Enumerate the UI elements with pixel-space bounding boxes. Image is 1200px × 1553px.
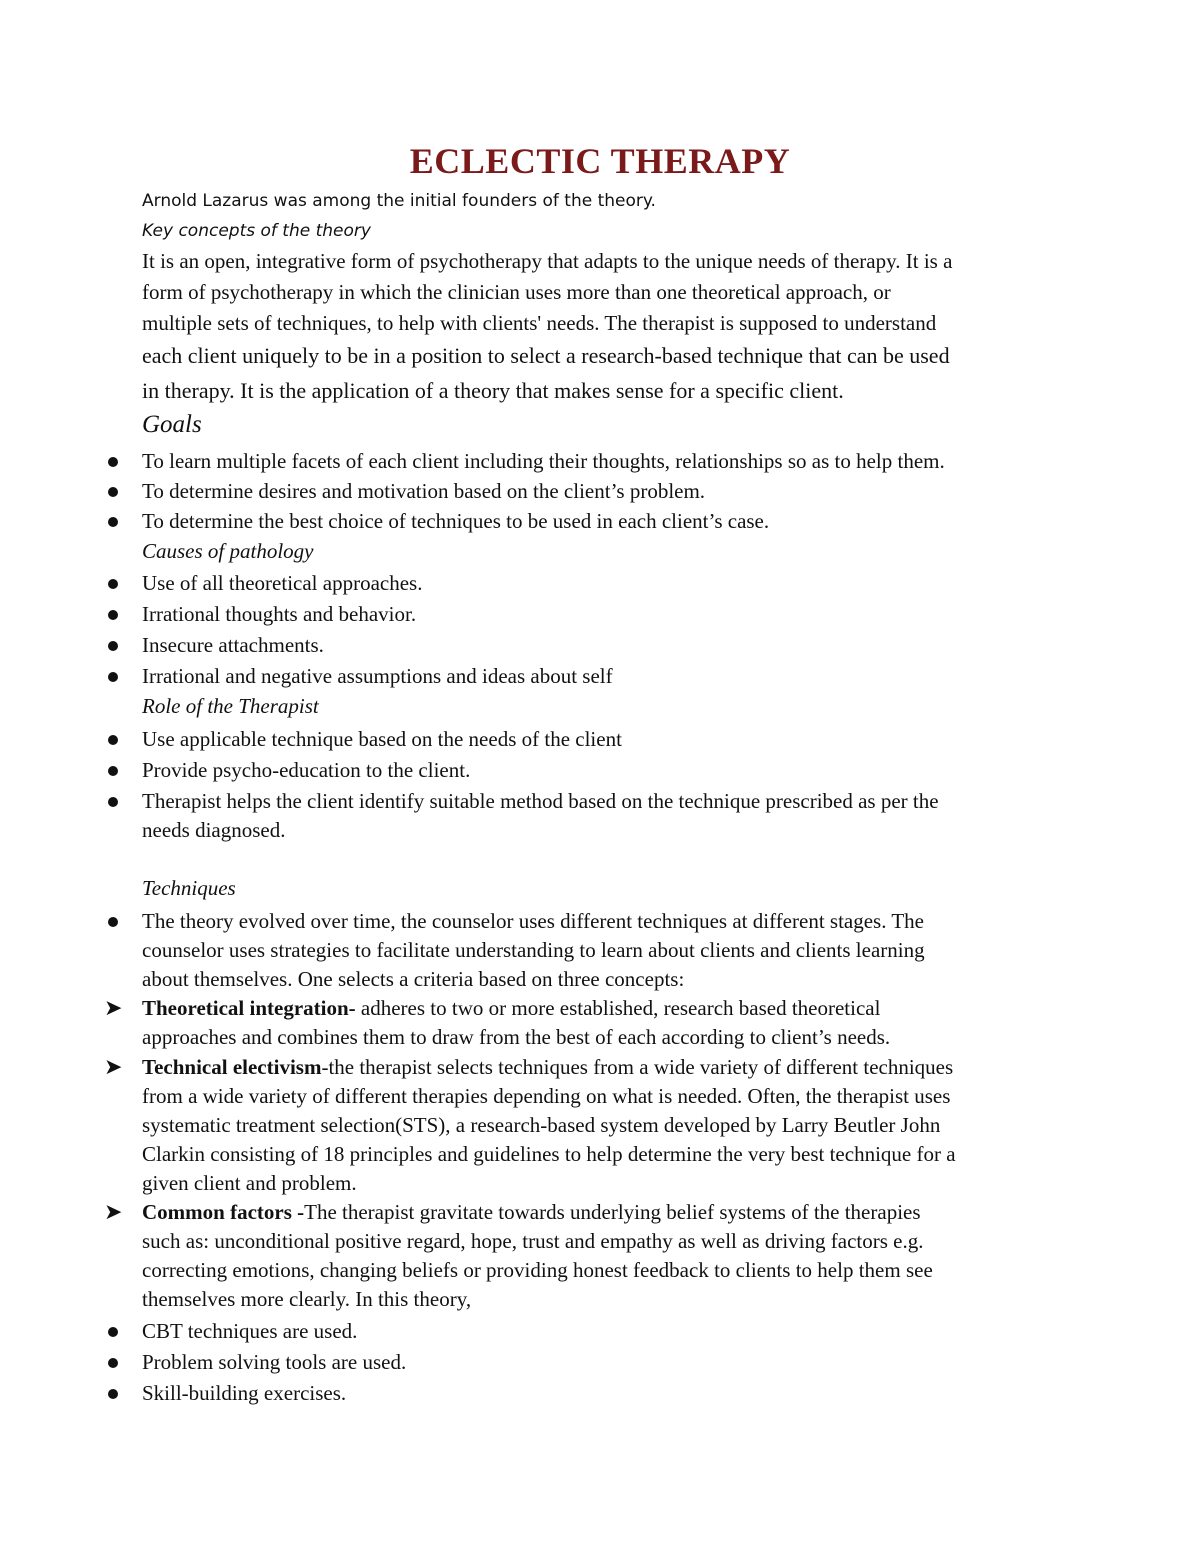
goal-item: To learn multiple facets of each client including their thoughts, relationships so as to help them. xyxy=(142,449,945,473)
bullet-icon xyxy=(108,1327,118,1337)
concept-line xyxy=(142,1055,953,1080)
final-bullet-item: Skill-building exercises. xyxy=(142,1381,347,1405)
concept-text: -the therapist selects techniques from a wide variety of different techniques xyxy=(321,1055,954,1079)
final-bullet-item: CBT techniques are used. xyxy=(142,1319,358,1343)
key-concepts-line: in therapy. It is the application of a theory that makes sense for a specific client. xyxy=(142,378,844,403)
goal-item: To determine the best choice of techniques to be used in each client’s case. xyxy=(142,509,770,533)
techniques-intro-line: counselor uses strategies to facilitate understanding to learn about clients and clients learning xyxy=(142,938,925,962)
bullet-icon xyxy=(108,610,118,620)
role-item: Therapist helps the client identify suitable method based on the technique prescribed as per the xyxy=(142,789,939,813)
role-item: Provide psycho-education to the client. xyxy=(142,758,471,782)
concept-line: correcting emotions, changing beliefs or providing honest feedback to clients to help them see xyxy=(142,1258,933,1282)
concept-line: approaches and combines them to draw from the best of each according to client’s needs. xyxy=(142,1025,891,1049)
bullet-icon xyxy=(108,766,118,776)
bullet-icon xyxy=(108,672,118,682)
arrow-bullet-icon: ➤ xyxy=(104,1055,123,1080)
bullet-icon xyxy=(108,457,118,467)
bullet-icon xyxy=(108,917,118,927)
techniques-intro-line: about themselves. One selects a criteria based on three concepts: xyxy=(142,967,685,991)
document-title: ECLECTIC THERAPY xyxy=(409,141,791,181)
bullet-icon xyxy=(108,487,118,497)
key-concepts-line: each client uniquely to be in a position to select a research-based technique that can be used xyxy=(142,343,950,368)
concept-line: given client and problem. xyxy=(142,1171,357,1195)
cause-item: Insecure attachments. xyxy=(142,633,324,657)
key-concepts-line: multiple sets of techniques, to help with clients' needs. The therapist is supposed to understand xyxy=(142,311,937,335)
goals-heading: Goals xyxy=(142,411,202,438)
bullet-icon xyxy=(108,797,118,807)
concept-line: Clarkin consisting of 18 principles and guidelines to help determine the very best technique for a xyxy=(142,1142,956,1166)
role-heading: Role of the Therapist xyxy=(142,694,319,718)
bullet-icon xyxy=(108,735,118,745)
bullet-icon xyxy=(108,1358,118,1368)
concept-term: Theoretical integration- xyxy=(142,996,356,1020)
bullet-icon xyxy=(108,1389,118,1399)
goal-item: To determine desires and motivation based on the client’s problem. xyxy=(142,479,706,503)
role-item-continued: needs diagnosed. xyxy=(142,818,286,842)
arrow-bullet-icon: ➤ xyxy=(104,1200,123,1225)
techniques-intro-line: The theory evolved over time, the counselor uses different techniques at different stages. The xyxy=(142,909,924,933)
cause-item: Irrational thoughts and behavior. xyxy=(142,602,417,626)
cause-item: Irrational and negative assumptions and ideas about self xyxy=(142,664,613,688)
role-item: Use applicable technique based on the needs of the client xyxy=(142,727,622,751)
concept-line: such as: unconditional positive regard, hope, trust and empathy as well as driving factors e.g. xyxy=(142,1229,924,1253)
concept-text: adheres to two or more established, research based theoretical xyxy=(355,996,881,1020)
concept-line xyxy=(142,996,880,1021)
concept-text: The therapist gravitate towards underlying belief systems of the therapies xyxy=(304,1200,921,1224)
key-concepts-line: It is an open, integrative form of psychotherapy that adapts to the unique needs of therapy. It is a xyxy=(142,249,953,273)
arrow-bullet-icon: ➤ xyxy=(104,996,123,1021)
concept-term: Common factors - xyxy=(142,1200,305,1224)
concept-line xyxy=(142,1200,921,1225)
bullet-icon xyxy=(108,579,118,589)
key-concepts-line: form of psychotherapy in which the clinician uses more than one theoretical approach, or xyxy=(142,280,891,304)
concept-line: from a wide variety of different therapies depending on what is needed. Often, the therapist uses xyxy=(142,1084,951,1108)
bullet-icon xyxy=(108,517,118,527)
key-concepts-heading: Key concepts of the theory xyxy=(142,221,371,241)
final-bullet-item: Problem solving tools are used. xyxy=(142,1350,407,1374)
concept-line: systematic treatment selection(STS), a research-based system developed by Larry Beutler John xyxy=(142,1113,941,1137)
bullet-icon xyxy=(108,641,118,651)
cause-item: Use of all theoretical approaches. xyxy=(142,571,423,595)
concept-term: Technical electivism xyxy=(142,1055,322,1079)
causes-heading: Causes of pathology xyxy=(142,539,314,563)
concept-line: themselves more clearly. In this theory, xyxy=(142,1287,472,1311)
techniques-heading: Techniques xyxy=(142,876,236,900)
intro-text: Arnold Lazarus was among the initial founders of the theory. xyxy=(142,191,656,211)
